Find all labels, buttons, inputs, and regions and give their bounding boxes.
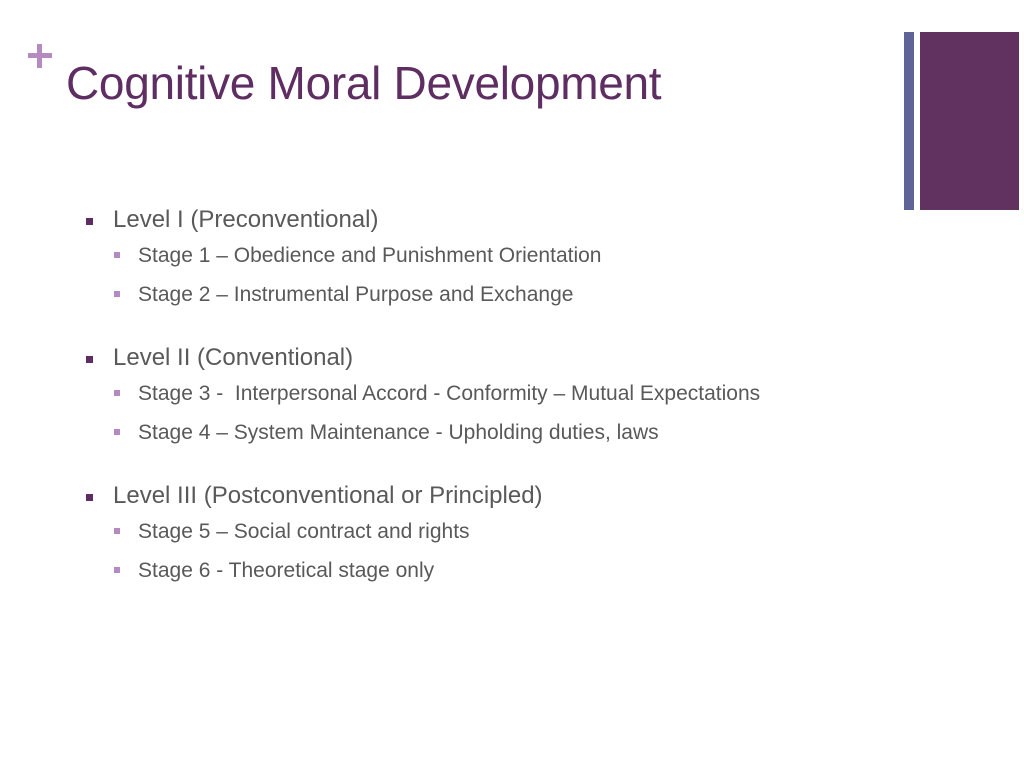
level-label: Level III (Postconventional or Principled)	[113, 482, 543, 509]
stage-label: Stage 5 – Social contract and rights	[138, 520, 470, 543]
slide-title: Cognitive Moral Development	[66, 57, 662, 109]
stage-item	[86, 419, 986, 458]
level-item	[86, 341, 986, 458]
stage-label: Stage 1 – Obedience and Punishment Orientation	[138, 244, 602, 267]
stage-item	[86, 242, 986, 281]
decorative-bar-wide	[920, 32, 1019, 210]
square-bullet-icon	[86, 356, 93, 363]
stage-label: Stage 6 - Theoretical stage only	[138, 559, 435, 582]
stage-label: Stage 2 – Instrumental Purpose and Exchange	[138, 283, 574, 306]
stage-label: Stage 4 – System Maintenance - Upholding duties, laws	[138, 421, 659, 444]
stage-item	[86, 380, 986, 419]
square-bullet-icon	[86, 218, 93, 225]
level-label: Level I (Preconventional)	[113, 206, 379, 233]
square-bullet-icon	[114, 528, 120, 534]
square-bullet-icon	[114, 390, 120, 396]
plus-icon	[26, 42, 54, 70]
square-bullet-icon	[114, 429, 120, 435]
stage-label: Stage 3 - Interpersonal Accord - Conformity – Mutual Expectations	[138, 382, 761, 405]
level-item	[86, 203, 986, 320]
level-label: Level II (Conventional)	[113, 344, 354, 371]
stage-item	[86, 557, 986, 596]
square-bullet-icon	[114, 567, 120, 573]
square-bullet-icon	[114, 291, 120, 297]
level-item	[86, 479, 986, 596]
stage-item	[86, 281, 986, 320]
square-bullet-icon	[86, 494, 93, 501]
bullet-list	[86, 203, 986, 617]
stage-item	[86, 518, 986, 557]
square-bullet-icon	[114, 252, 120, 258]
decorative-bar-thin	[904, 32, 914, 210]
